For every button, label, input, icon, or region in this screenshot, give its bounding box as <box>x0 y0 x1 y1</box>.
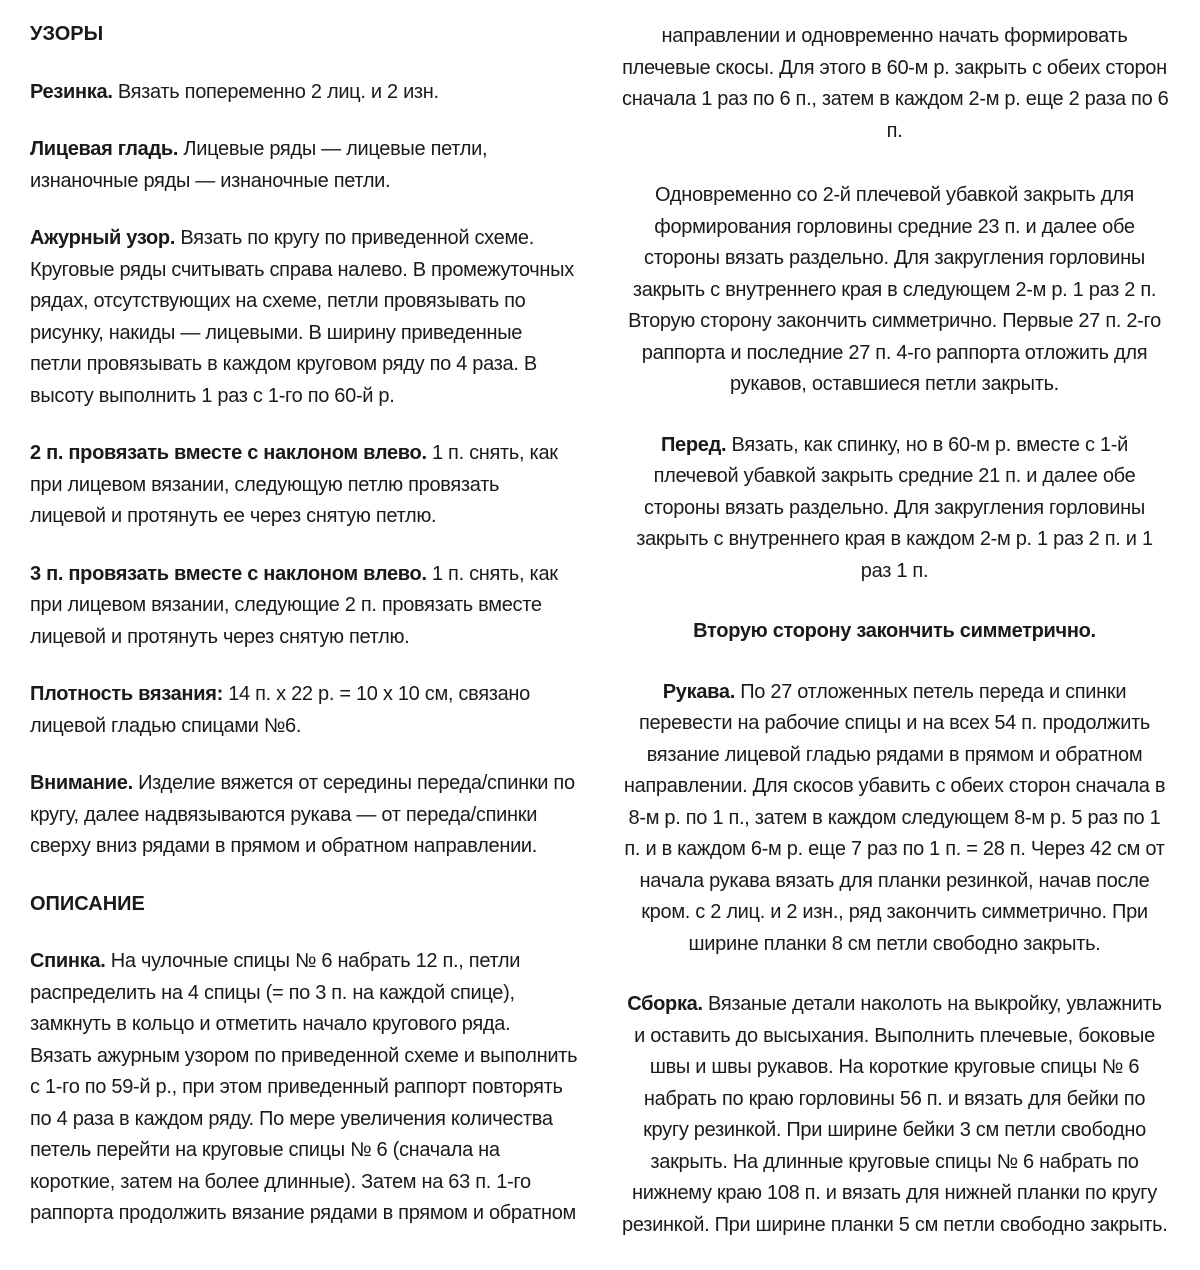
front-text: Вязать, как спинку, но в 60-м р. вместе с 1-й <box>726 433 1129 456</box>
gauge-line <box>30 679 575 711</box>
back-cont-line: направлении и одновременно начать формировать <box>661 25 1128 47</box>
left-column <box>30 19 578 1256</box>
sleeves-line: п. и в каждом 6-м р. еще 7 раз по 1 п. = 28 п. Через 42 см от <box>624 838 1165 860</box>
stockinette-line <box>30 134 575 166</box>
back-text: На чулочные спицы № 6 набрать 12 п., петли <box>105 950 521 972</box>
assembly-line: швы и швы рукавов. На короткие круговые спицы № 6 <box>649 1056 1140 1078</box>
back-line: с 1-го по 59-й р., при этом приведенный раппорт повторять <box>30 1076 563 1098</box>
sleeves-line: кром. с 2 лиц. и 2 изн., ряд закончить симметрично. При <box>641 901 1148 923</box>
assembly-line: набрать по краю горловины 56 п. и вязать для бейки по <box>643 1087 1146 1110</box>
para-two-together <box>30 438 575 533</box>
three-tog-line <box>30 559 575 591</box>
back-line: замкнуть в кольцо и отметить начало кругового ряда. <box>30 1013 511 1035</box>
assembly-text: Вязаные детали наколоть на выкройку, увлажнить <box>702 993 1162 1015</box>
lace-line: Круговые ряды считывать справа налево. В промежуточных <box>30 258 574 281</box>
stockinette-text: Лицевые ряды — лицевые петли, <box>178 138 488 160</box>
back-line <box>30 946 575 978</box>
front-sym-line <box>622 616 1167 648</box>
para-sleeves <box>622 677 1167 961</box>
sleeves-line: направлении. Для скосов убавить с обеих сторон сначала в <box>623 775 1166 797</box>
front-line: стороны вязать раздельно. Для закругления горловины <box>644 496 1145 519</box>
back-title: Спинка. <box>30 950 106 972</box>
neck-line: рукавов, оставшиеся петли закрыть. <box>730 373 1059 395</box>
para-front <box>622 430 1167 588</box>
sleeves-line: вязание лицевой гладью рядами в прямом и обратном <box>646 743 1143 766</box>
stockinette-line: изнаночные ряды — изнаночные петли. <box>30 169 391 192</box>
front-sym-text: Вторую сторону закончить симметрично. <box>693 620 1096 642</box>
gauge-text: 14 п. х 22 р. = 10 х 10 см, связано <box>222 683 531 705</box>
front-line: закрыть с внутреннего края в каждом 2-м р. 1 раз 2 п. и 1 <box>636 528 1153 550</box>
assembly-line: и оставить до высыхания. Выполнить плечевые, боковые <box>634 1024 1155 1047</box>
three-tog-text: 1 п. снять, как <box>426 562 558 585</box>
lace-line: петли провязывать в каждом круговом ряду по 4 раза. В <box>30 353 537 375</box>
stockinette-title: Лицевая гладь. <box>30 138 179 160</box>
sleeves-line: перевести на рабочие спицы и на всех 54 п. продолжить <box>638 712 1151 734</box>
back-line: раппорта продолжить вязание рядами в прямом и обратном <box>30 1202 577 1224</box>
lace-line <box>30 223 575 255</box>
sleeves-line: 8-м р. по 1 п., затем в каждом следующем 8-м р. 5 раз по 1 <box>628 806 1161 829</box>
back-line: короткие, затем на более длинные). Затем на 63 п. 1-го <box>30 1170 531 1193</box>
para-front-symmetric <box>622 616 1167 648</box>
rib-text: Вязать попеременно 2 лиц. и 2 изн. <box>112 80 439 103</box>
para-neck <box>622 180 1167 401</box>
attention-line <box>30 768 575 800</box>
three-tog-line: лицевой и протянуть через снятую петлю. <box>30 625 410 648</box>
two-tog-line: лицевой и протянуть ее через снятую петлю. <box>30 505 437 527</box>
front-line <box>622 430 1167 462</box>
lace-line: рядах, отсутствующих на схеме, петли провязывать по <box>30 290 526 312</box>
assembly-line: резинкой. При ширине планки 5 см петли свободно закрыть. <box>622 1213 1168 1236</box>
lace-title: Ажурный узор. <box>30 227 176 249</box>
para-attention <box>30 768 575 863</box>
attention-text: Изделие вяжется от середины переда/спинки по <box>132 772 575 794</box>
back-cont-line: плечевые скосы. Для этого в 60-м р. закрыть с обеих сторон <box>622 56 1167 79</box>
lace-text: Вязать по кругу по приведенной схеме. <box>175 227 534 249</box>
front-line: раз 1 п. <box>860 559 929 582</box>
three-tog-line: при лицевом вязании, следующие 2 п. провязать вместе <box>30 594 542 616</box>
para-back-continued <box>622 21 1167 147</box>
back-cont-line: сначала 1 раз по 6 п., затем в каждом 2-м р. еще 2 раза по 6 <box>622 88 1169 110</box>
neck-line: закрыть с внутреннего края в следующем 2-м р. 1 раз 2 п. <box>632 278 1157 301</box>
two-tog-line <box>30 438 575 470</box>
front-title: Перед. <box>660 433 727 456</box>
assembly-line: закрыть. На длинные круговые спицы № 6 набрать по <box>650 1150 1139 1173</box>
gauge-title: Плотность вязания: <box>30 683 223 705</box>
neck-line: формирования горловины средние 23 п. и далее обе <box>654 215 1135 238</box>
para-assembly <box>622 989 1167 1241</box>
right-column <box>622 21 1167 1270</box>
attention-line: кругу, далее надвязываются рукава — от переда/спинки <box>30 803 538 826</box>
lace-line: рисунку, накиды — лицевыми. В ширину приведенные <box>30 321 523 344</box>
assembly-title: Сборка. <box>627 993 703 1015</box>
assembly-line <box>622 989 1167 1021</box>
lace-line: высоту выполнить 1 раз с 1-го по 60-й р. <box>30 384 395 407</box>
heading-description: ОПИСАНИЕ <box>30 892 145 915</box>
back-line: по 4 раза в каждом ряду. По мере увеличения количества <box>30 1107 553 1130</box>
attention-line: сверху вниз рядами в прямом и обратном направлении. <box>30 835 538 857</box>
para-rib-line <box>30 77 575 109</box>
para-stockinette <box>30 134 575 197</box>
attention-title: Внимание. <box>30 772 133 794</box>
neck-line: раппорта и последние 27 п. 4-го раппорта отложить для <box>641 341 1148 364</box>
back-line: распределить на 4 спицы (= по 3 п. на каждой спице), <box>30 981 515 1004</box>
para-back <box>30 946 578 1230</box>
rib-title: Резинка. <box>30 80 113 103</box>
gauge-line: лицевой гладью спицами №6. <box>30 714 302 737</box>
sleeves-line: начала рукава вязать для планки резинкой, начав после <box>639 869 1150 892</box>
three-tog-title: 3 п. провязать вместе с наклоном влево. <box>30 562 427 585</box>
sleeves-title: Рукава. <box>662 680 735 703</box>
heading-patterns: УЗОРЫ <box>30 23 104 45</box>
assembly-line: нижнему краю 108 п. и вязать для нижней планки по кругу <box>632 1182 1157 1204</box>
two-tog-text: 1 п. снять, как <box>426 442 558 464</box>
para-lace <box>30 223 575 412</box>
para-rib <box>30 77 575 109</box>
sleeves-text: По 27 отложенных петель переда и спинки <box>734 680 1127 703</box>
back-line: петель перейти на круговые спицы № 6 (сначала на <box>30 1139 500 1161</box>
two-tog-title: 2 п. провязать вместе с наклоном влево. <box>30 442 427 464</box>
assembly-line: кругу резинкой. При ширине бейки 3 см петли свободно <box>643 1119 1146 1141</box>
neck-line: стороны вязать раздельно. Для закругления горловины <box>644 247 1145 269</box>
back-line: Вязать ажурным узором по приведенной схеме и выполнить <box>30 1044 578 1067</box>
sleeves-line: ширине планки 8 см петли свободно закрыть. <box>688 932 1101 955</box>
back-cont-line: п. <box>886 119 903 142</box>
sleeves-line <box>622 677 1167 709</box>
para-gauge <box>30 679 575 742</box>
neck-line: Одновременно со 2-й плечевой убавкой закрыть для <box>655 184 1134 206</box>
neck-line: Вторую сторону закончить симметрично. Первые 27 п. 2-го <box>628 310 1161 332</box>
two-tog-line: при лицевом вязании, следующую петлю провязать <box>30 473 500 496</box>
para-three-together <box>30 559 575 654</box>
front-line: плечевой убавкой закрыть средние 21 п. и далее обе <box>653 465 1136 487</box>
